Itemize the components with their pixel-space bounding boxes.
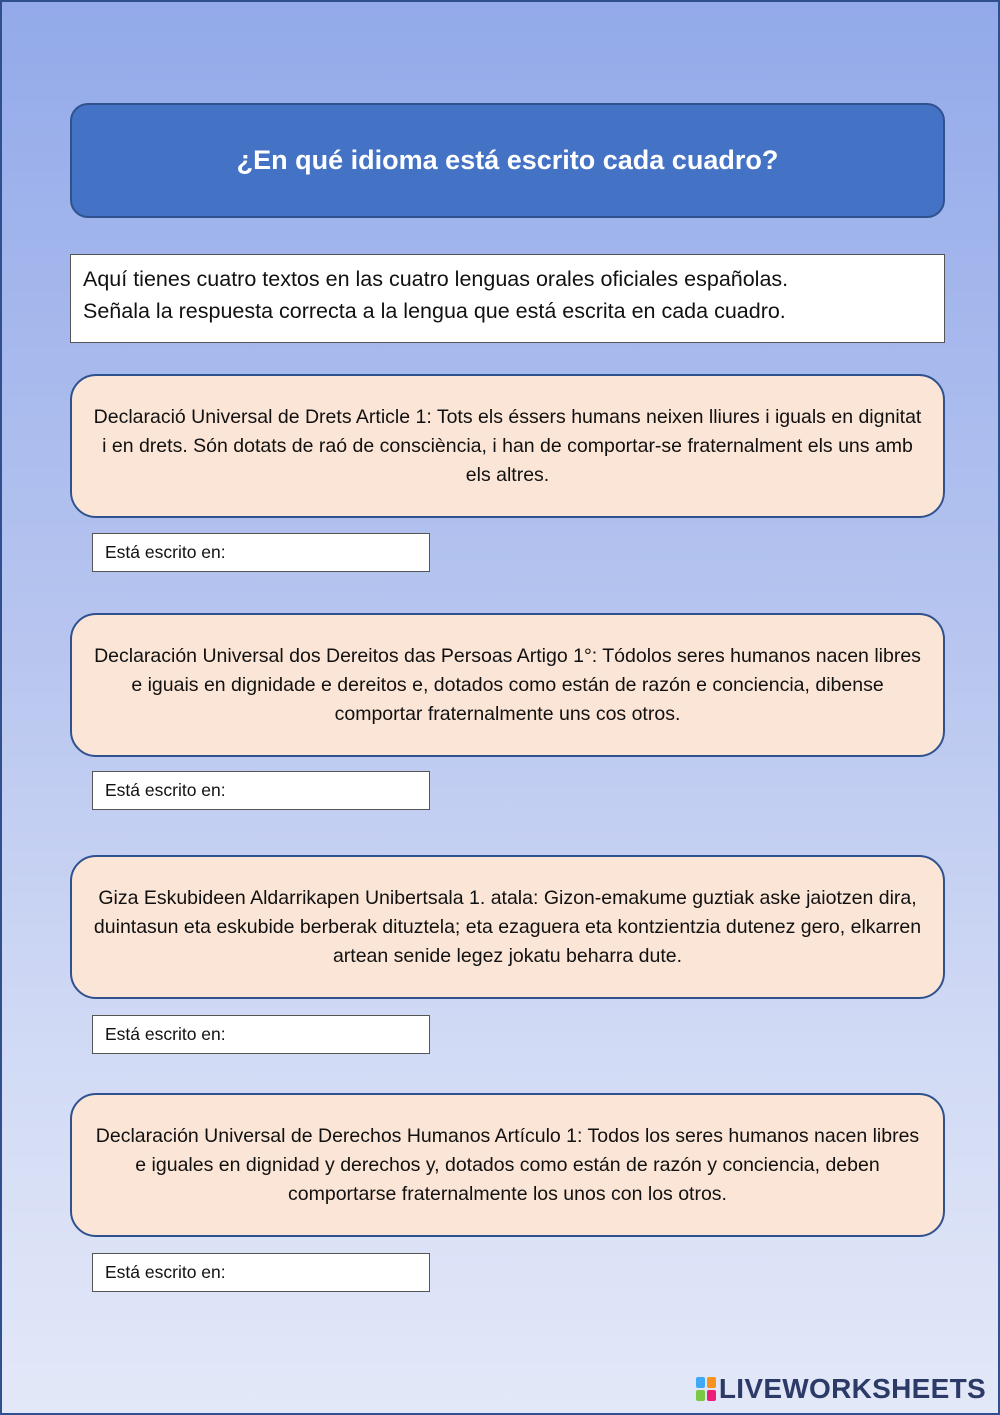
answer-field-1[interactable] <box>92 533 430 572</box>
answer-label-2: Está escrito en: <box>105 780 226 800</box>
language-text-card-1 <box>70 374 945 518</box>
language-text-card-2 <box>70 613 945 757</box>
language-text-card-3 <box>70 855 945 999</box>
language-text-3: Giza Eskubideen Aldarrikapen Unibertsala 1. atala: Gizon-emakume guztiak aske jaiotzen dira, duintasun eta eskubide berberak dituztela; eta ezaguera eta kontzientzia dutenez gero, elkarren artean senide legez jokatu beharra dute. <box>93 886 922 967</box>
answer-field-2[interactable] <box>92 771 430 810</box>
liveworksheets-logo-icon <box>696 1377 716 1401</box>
liveworksheets-logo <box>696 1373 986 1405</box>
instruction-line-1: Aquí tienes cuatro textos en las cuatro lenguas orales oficiales españolas. <box>83 267 789 291</box>
answer-field-3[interactable] <box>92 1015 430 1054</box>
language-text-4: Declaración Universal de Derechos Humanos Artículo 1: Todos los seres humanos nacen libres e iguales en dignidad y derechos y, dotados como están de razón y conciencia, deben comportarse fraternalmente los unos con los otros. <box>95 1124 920 1205</box>
answer-field-4[interactable] <box>92 1253 430 1292</box>
instruction-line-2: Señala la respuesta correcta a la lengua que está escrita en cada cuadro. <box>83 299 786 323</box>
answer-label-3: Está escrito en: <box>105 1024 226 1044</box>
language-text-2: Declaración Universal dos Dereitos das Persoas Artigo 1°: Tódolos seres humanos nacen libres e iguais en dignidade e dereitos e, dotados como están de razón e conciencia, dibense comportar fraternalmente uns cos otros. <box>94 644 921 725</box>
answer-label-4: Está escrito en: <box>105 1262 226 1282</box>
answer-label-1: Está escrito en: <box>105 542 226 562</box>
language-text-card-4 <box>70 1093 945 1237</box>
logo-text: LIVEWORKSHEETS <box>718 1373 986 1404</box>
page-title: ¿En qué idioma está escrito cada cuadro? <box>236 145 779 175</box>
instructions-box <box>70 254 945 343</box>
title-banner <box>70 103 945 218</box>
language-text-1: Declaració Universal de Drets Article 1: Tots els éssers humans neixen lliures i iguals en dignitat i en drets. Són dotats de raó de consciència, i han de comportar-se fraternalment els uns amb els altres. <box>93 405 922 486</box>
